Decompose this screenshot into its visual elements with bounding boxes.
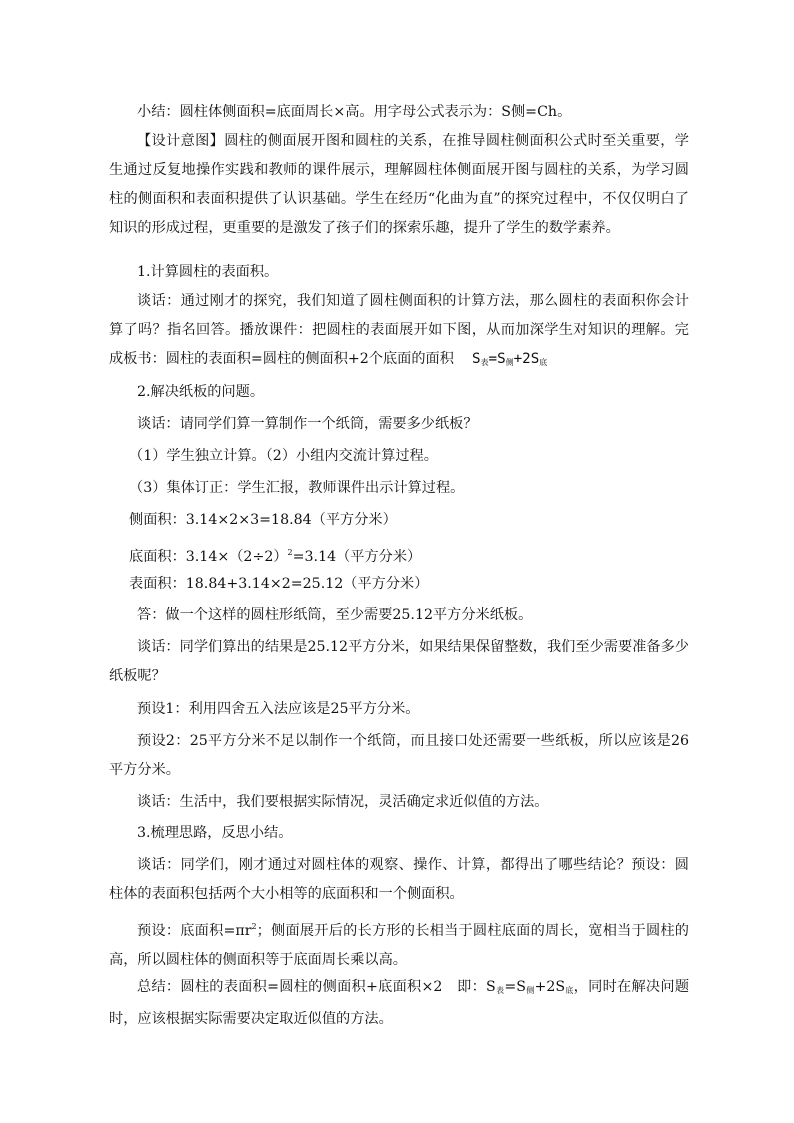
calc-base-area: 底面积：$3.14\times(2\div 2)^2=3.14$（平方分米）	[129, 548, 422, 565]
answer-line: 答：做一个这样的圆柱形纸筒，至少需要25.12平方分米纸板。	[137, 607, 533, 623]
section2-talk: 谈话：请同学们算一算制作一个纸筒，需要多少纸板？	[137, 416, 478, 432]
preset-2: 预设2：25平方分米不足以制作一个纸筒，而且接口处还需要一些纸板，所以应该是26平方分米。	[109, 733, 689, 778]
section1-title: 1.计算圆柱的表面积。	[137, 264, 279, 280]
section1-talk-text: 谈话：通过刚才的探究，我们知道了圆柱侧面积的计算方法，那么圆柱的表面积你会计算了吗？指名回答。播放课件：把圆柱的表面展开如下图，从而加深学生对知识的理解。完成板书：圆柱的表面积=圆柱的侧面积+2个底面的面积	[109, 293, 689, 367]
conclusion: 总结：圆柱的表面积=圆柱的侧面积+底面积×2 即：$S_表=S_侧+2S_底$，同时在解决问题时，应该根据实际需要决定取近似值的方法。	[109, 979, 690, 1027]
design-intent-label: 【设计意图】	[137, 133, 225, 149]
design-intent-text: 圆柱的侧面展开图和圆柱的关系，在推导圆柱侧面积公式时至关重要，学生通过反复地操作实践和教师的课件展示，理解圆柱体侧面展开图与圆柱的关系，为学习圆柱的侧面积和表面积提供了认识基础。学生在经历“化曲为直”的探究过程中，不仅仅明白了知识的形成过程，更重要的是激发了孩子们的探索乐趣，提升了学生的数学素养。	[109, 133, 689, 236]
section3-talk: 谈话：同学们，刚才通过对圆柱体的观察、操作、计算，都得出了哪些结论？预设：圆柱体的表面积包括两个大小相等的底面积和一个侧面积。	[109, 857, 689, 902]
step-3: （3）集体订正：学生汇报，教师课件出示计算过程。	[129, 480, 465, 496]
calc-side-area: 侧面积：3.14×2×3=18.84（平方分米）	[129, 512, 397, 528]
steps-1-2: （1）学生独立计算。（2）小组内交流计算过程。	[129, 448, 438, 464]
section1-talk	[109, 287, 689, 377]
calc-surface-area: 表面积：18.84+3.14×2=25.12（平方分米）	[129, 576, 429, 592]
talk-life: 谈话：生活中，我们要根据实际情况，灵活确定求近似值的方法。	[137, 794, 549, 810]
design-intent-paragraph	[109, 127, 689, 243]
talk-round-off: 谈话：同学们算出的结果是25.12平方分米，如果结果保留整数，我们至少需要准备多少纸板呢？	[109, 639, 689, 684]
preset-area: 预设：底面积$=\pi r^2$；侧面展开后的长方形的长相当于圆柱底面的周长，宽相当于圆柱的高，所以圆柱体的侧面积等于底面周长乘以高。	[109, 922, 689, 968]
section2-title: 2.解决纸板的问题。	[137, 384, 265, 400]
section3-title: 3.梳理思路，反思小结。	[137, 825, 293, 841]
formula-surface: $S_表=S_侧+2S_底$	[471, 351, 548, 367]
summary-line: 小结：圆柱体侧面积=底面周长×高。用字母公式表示为：S侧=Ch。	[137, 104, 572, 120]
preset-1: 预设1：利用四舍五入法应该是25平方分米。	[137, 701, 420, 717]
